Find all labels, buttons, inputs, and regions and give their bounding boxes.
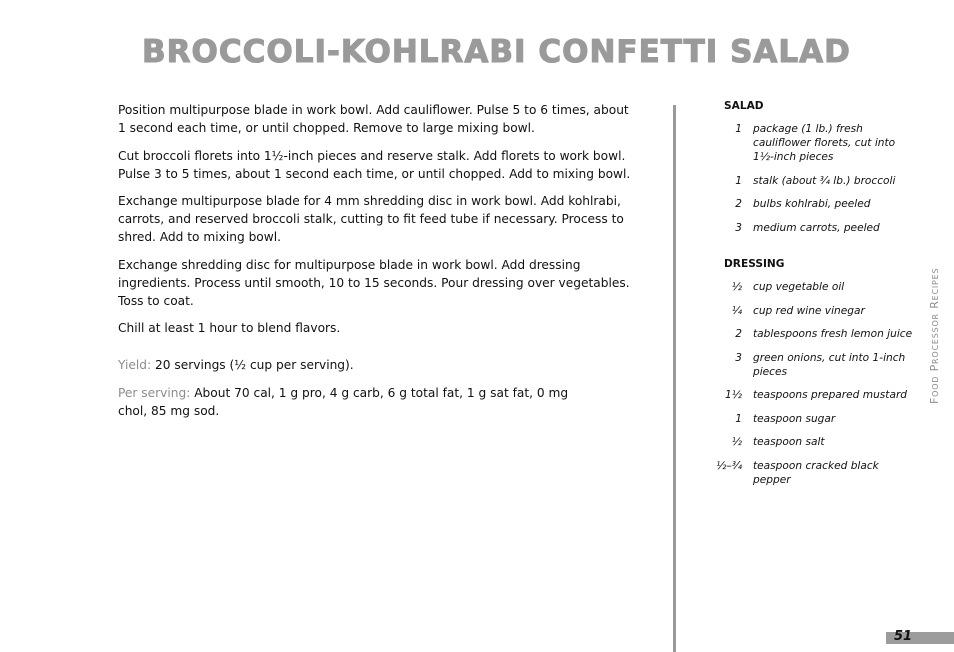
ingredient-qty: 2: [735, 328, 742, 340]
ingredient-row: [700, 459, 915, 487]
ingredient-text: package (1 lb.) fresh cauliflower florets, cut into 1½-inch pieces: [753, 123, 896, 163]
ingredient-qty: ½: [731, 436, 742, 448]
ingredient-qty: 1: [735, 123, 742, 135]
ingredient-text: teaspoons prepared mustard: [753, 389, 908, 401]
ingredient-qty: 1: [735, 412, 742, 425]
per-serving-line: [118, 384, 588, 420]
ingredient-text: bulbs kohlrabi, peeled: [753, 198, 871, 210]
per-serving-value: About 70 cal, 1 g pro, 4 g carb, 6 g total fat, 1 g sat fat, 0 mg chol, 85 mg sod.: [118, 386, 569, 418]
ingredient-qty: ½–¾: [716, 459, 742, 472]
column-divider: [673, 105, 676, 652]
salad-heading: SALAD: [724, 100, 764, 112]
ingredient-text: medium carrots, peeled: [753, 221, 880, 234]
ingredient-row: [700, 280, 915, 294]
ingredient-qty: 2: [735, 198, 742, 210]
yield-line: [118, 356, 354, 374]
ingredient-qty: 3: [735, 351, 742, 364]
ingredient-row: [700, 304, 915, 318]
step: Position multipurpose blade in work bowl. Add cauliflower. Pulse 5 to 6 times, about 1 second each time, or until chopped. Remove to large mixing bowl.: [118, 103, 629, 135]
section-label: Food Processor Recipes: [928, 267, 941, 404]
ingredient-row: [700, 174, 915, 188]
step: Cut broccoli florets into 1½-inch pieces and reserve stalk. Add florets to work bowl. Pulse 3 to 5 times, about 1 second each time, or until chopped. Add to mixing bowl.: [118, 148, 631, 181]
ingredients-column: [700, 100, 915, 496]
ingredient-qty: 1½: [724, 389, 742, 401]
ingredient-qty: ½: [731, 281, 742, 293]
ingredient-row: [700, 412, 915, 426]
ingredient-row: [700, 435, 915, 449]
ingredient-qty: 1: [735, 174, 742, 187]
page-title: BROCCOLI-KOHLRABI CONFETTI SALAD: [142, 34, 851, 70]
yield-label: Yield:: [118, 358, 152, 372]
page-number: 51: [894, 629, 913, 644]
ingredient-text: tablespoons fresh lemon juice: [753, 328, 913, 340]
yield-value: 20 servings (½ cup per serving).: [155, 358, 354, 372]
step: Chill at least 1 hour to blend flavors.: [118, 321, 341, 335]
ingredient-row: [700, 197, 915, 211]
ingredient-text: cup vegetable oil: [753, 281, 845, 293]
instructions: [118, 101, 633, 347]
ingredient-row: [700, 388, 915, 402]
section-spacer: [700, 244, 915, 258]
ingredient-qty: ¼: [731, 304, 742, 317]
step: Exchange shredding disc for multipurpose blade in work bowl. Add dressing ingredients. Process until smooth, 10 to 15 seconds. Pour dressing over vegetables. Toss to coat.: [118, 257, 630, 308]
ingredient-row: [700, 327, 915, 341]
ingredient-row: [700, 351, 915, 379]
step: Exchange multipurpose blade for 4 mm shredding disc in work bowl. Add kohlrabi, carrots, and reserved broccoli stalk, cutting to fit feed tube if necessary. Process to shred. Add to mixing bowl.: [118, 194, 624, 244]
per-serving-label: Per serving:: [118, 386, 191, 400]
ingredient-text: cup red wine vinegar: [753, 304, 865, 317]
ingredient-qty: 3: [735, 221, 742, 234]
ingredient-row: [700, 122, 915, 164]
ingredient-row: [700, 221, 915, 235]
ingredient-text: teaspoon salt: [753, 436, 825, 448]
dressing-heading: DRESSING: [724, 258, 785, 270]
ingredient-text: teaspoon sugar: [753, 412, 836, 425]
ingredient-text: stalk (about ¾ lb.) broccoli: [753, 174, 896, 187]
ingredient-text: green onions, cut into 1-inch pieces: [753, 351, 906, 378]
ingredient-text: teaspoon cracked black pepper: [753, 459, 879, 486]
